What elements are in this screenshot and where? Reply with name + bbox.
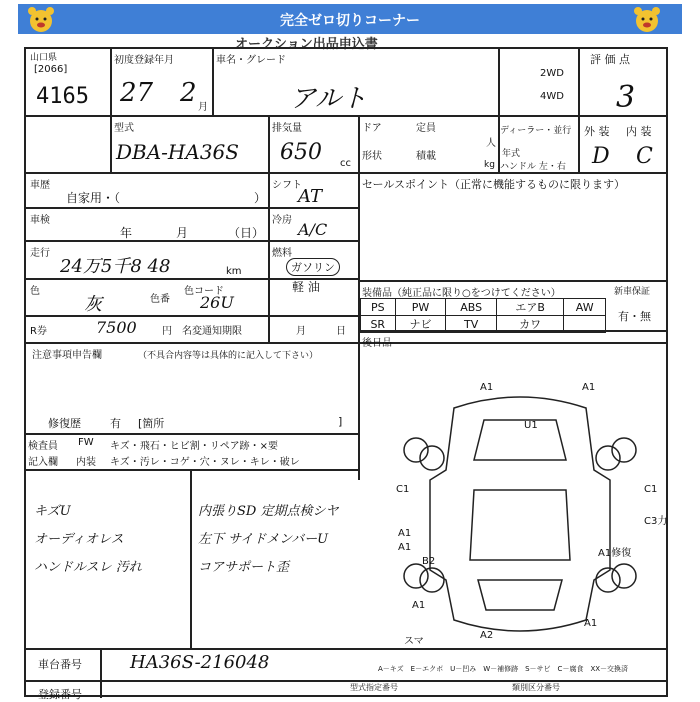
rear-items-label: 後日品 <box>362 338 392 349</box>
inspection-month: 月 <box>176 226 189 240</box>
registration-month: 2 <box>180 78 197 108</box>
ac-label: 冷房 <box>272 215 292 226</box>
rule <box>110 47 112 172</box>
rule <box>358 280 668 282</box>
remark-right-3: コアサポート歪 <box>198 560 290 575</box>
rule <box>578 47 580 172</box>
notes-label: 注意事項申告欄 <box>32 350 102 361</box>
displacement-value: 650 <box>280 140 322 165</box>
fw-label: FW <box>78 437 94 448</box>
color-code-label: 色コード <box>184 286 224 297</box>
diagram-mark: A1 <box>480 382 494 393</box>
diagram-legend: A－キズ E－エクボ U－凹み W－補修跡 S－サビ C－腐食 XX－交換済 <box>378 665 629 673</box>
rule <box>268 115 270 342</box>
score-label: 評 価 点 <box>590 53 630 66</box>
mileage-unit: km <box>226 266 242 277</box>
rule <box>24 115 668 117</box>
exterior-grade: D <box>592 144 610 169</box>
interior-damage-options: キズ・汚レ・コゲ・穴・ヌレ・キレ・破レ <box>110 457 300 468</box>
equipment-table <box>360 298 606 333</box>
rule <box>24 342 668 344</box>
ac-value: A/C <box>298 220 328 239</box>
registration-month-unit: 月 <box>198 102 208 113</box>
repair-value: 有 <box>110 417 121 430</box>
equip-aw: AW <box>564 299 606 316</box>
equip-leather: カワ <box>496 316 563 333</box>
inspection-label: 車検 <box>30 215 50 226</box>
exterior-label: 外 装 <box>584 125 610 138</box>
category-label: 類別区分番号 <box>512 683 560 692</box>
registration-label: 初度登録年月 <box>114 55 174 66</box>
usage-label: 車歴 <box>30 180 50 191</box>
diagram-mark: B2 <box>422 556 436 567</box>
fuel-value: ガソリン <box>286 258 340 276</box>
chassis-label: 車台番号 <box>38 658 82 671</box>
diagram-mark: C1 <box>396 484 410 495</box>
name-change-day: 日 <box>336 326 346 337</box>
rule <box>24 172 668 174</box>
diagram-mark: C1 <box>644 484 658 495</box>
fuel-label: 燃料 <box>272 248 292 259</box>
door-label: ドア <box>362 123 382 134</box>
fuel-diesel: 軽 油 <box>292 280 320 294</box>
equip-navi: ナビ <box>395 316 446 333</box>
shift-label: シフト <box>272 180 302 191</box>
shift-value: AT <box>298 186 323 207</box>
repair-label: 修復歴 <box>48 417 81 430</box>
diagram-mark: U1 <box>524 420 538 431</box>
venue-label: 山口県 <box>30 53 58 63</box>
rule <box>24 315 358 317</box>
color-value: 灰 <box>84 294 102 315</box>
handle-label: ハンドル 左・右 <box>500 162 566 172</box>
equip-tv: TV <box>446 316 497 333</box>
remark-right-1: 内張りSD 定期点検シヤ <box>198 504 339 519</box>
score-value: 3 <box>616 80 636 115</box>
displacement-label: 排気量 <box>272 123 302 134</box>
load-unit: kg <box>484 160 495 170</box>
form-title: オークション出品申込書 <box>235 37 378 52</box>
load-label: 積載 <box>416 151 436 162</box>
usage-value: 自家用・（ <box>66 191 121 205</box>
equip-empty <box>564 316 606 333</box>
diagram-mark: スマ <box>404 636 424 647</box>
remark-left-3: ハンドルスレ 汚れ <box>34 560 142 575</box>
equip-abs: ABS <box>446 299 497 316</box>
name-change-label: 名変通知期限 <box>182 326 242 337</box>
diagram-mark: A1修復 <box>598 548 632 559</box>
car-name: アルト <box>290 84 367 114</box>
warranty-label: 新車保証 <box>614 287 651 297</box>
dealer-label: ディーラー・並行 <box>500 126 572 136</box>
recycle-value: 7500 <box>96 318 137 337</box>
usage-close: ） <box>254 191 267 205</box>
drive-4wd: 4WD <box>540 91 564 102</box>
diagram-mark: A2 <box>480 630 494 641</box>
diagram-mark: A1 <box>412 600 426 611</box>
mileage-value: 24万5千8 48 <box>60 256 171 277</box>
diagram-mark: A1 <box>582 382 596 393</box>
mileage-label: 走行 <box>30 248 50 259</box>
exterior-damage-options: キズ・飛石・ヒビ割・リペア跡・×要 <box>110 441 278 452</box>
registration-number-label: 登録番号 <box>38 688 82 701</box>
remark-right-2: 左下 サイドメンバーU <box>198 532 329 547</box>
rule <box>100 648 102 698</box>
rule <box>24 680 668 682</box>
entry-label: 記入欄 <box>28 457 58 468</box>
remark-left-2: オーディオレス <box>34 532 124 547</box>
capacity-unit: 人 <box>486 138 496 149</box>
equip-pw: PW <box>395 299 446 316</box>
color-number-label: 色番 <box>150 294 170 305</box>
banner-title: 完全ゼロ切りコーナー <box>280 13 420 29</box>
equip-airbag: エアB <box>496 299 563 316</box>
checker-label: 検査員 <box>28 441 58 452</box>
repair-close: ] <box>338 415 343 428</box>
rule <box>212 47 214 115</box>
equip-sr: SR <box>361 316 396 333</box>
rule <box>24 648 668 650</box>
bear-mascot-right-icon <box>630 4 664 34</box>
diagram-mark: C3力 <box>644 516 668 527</box>
displacement-unit: cc <box>340 158 351 169</box>
interior-grade: C <box>636 144 653 169</box>
diagram-mark: A1 <box>398 528 412 539</box>
drive-2wd: 2WD <box>540 68 564 79</box>
year-label: 年式 <box>502 149 521 159</box>
remark-left-1: キズU <box>34 504 71 519</box>
color-label: 色 <box>30 286 40 297</box>
repair-location: [箇所 <box>138 417 165 430</box>
chassis-number: HA36S-216048 <box>130 652 270 673</box>
diagram-mark: A1 <box>584 618 598 629</box>
interior-label: 内 装 <box>626 125 652 138</box>
equipment-label: 装備品（純正品に限り○をつけてください） <box>362 288 561 299</box>
color-code-value: 26U <box>200 293 234 312</box>
sales-point-label: セールスポイント（正常に機能するものに限ります） <box>362 178 626 191</box>
inspection-year: 年 <box>120 226 133 240</box>
rule <box>498 47 500 172</box>
car-name-label: 車名・グレード <box>216 55 286 66</box>
equip-ps: PS <box>361 299 396 316</box>
name-change-month: 月 <box>296 326 306 337</box>
rule <box>190 469 192 648</box>
recycle-label: R券 <box>30 326 47 337</box>
model-label: 型式 <box>114 123 134 134</box>
rule <box>24 207 358 209</box>
capacity-label: 定員 <box>416 123 436 134</box>
rule <box>24 240 358 242</box>
recycle-unit: 円 <box>162 326 172 337</box>
form-label: 形状 <box>362 151 382 162</box>
type-designation-label: 型式指定番号 <box>350 683 398 692</box>
diagram-mark: A1 <box>398 542 412 553</box>
model-value: DBA-HA36S <box>116 140 239 164</box>
lot-code: [2066] <box>34 64 68 75</box>
lot-number: 4165 <box>36 84 89 109</box>
inspection-day: （日） <box>228 226 265 240</box>
notes-hint: （不具合内容等は具体的に記入して下さい） <box>138 351 319 361</box>
rule <box>24 433 358 435</box>
interior-check-label: 内装 <box>76 457 96 468</box>
warranty-value: 有・無 <box>618 310 651 323</box>
top-banner <box>18 4 682 34</box>
registration-year: 27 <box>120 78 154 108</box>
bear-mascot-left-icon <box>24 4 58 34</box>
